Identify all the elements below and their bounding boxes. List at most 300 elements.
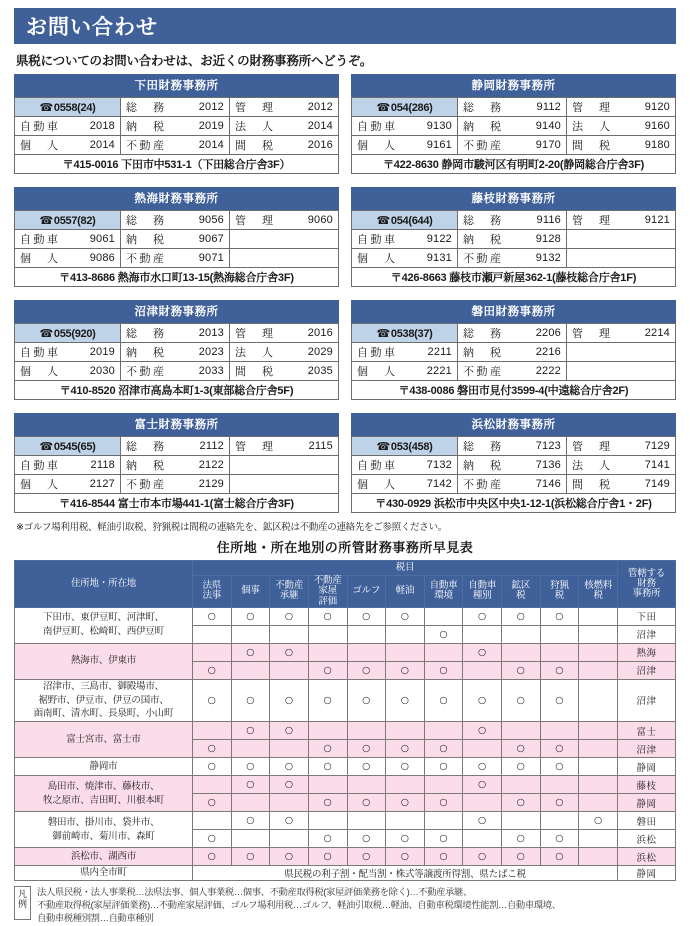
extension-label: 自動車 [357,234,398,246]
office-name: 磐田財務事務所 [351,300,676,323]
office-name: 熱海財務事務所 [14,187,339,210]
tax-mark-cell [231,740,270,758]
office-phone: ☎054(286) [352,98,458,117]
extension-number: 9161 [426,139,452,151]
extension-number: 9071 [198,252,224,264]
tax-mark-cell [270,794,309,812]
tax-mark-cell [270,830,309,848]
extension-label: 総 務 [126,328,167,340]
tax-mark-cell [193,643,232,661]
telephone-icon: ☎ [376,440,390,453]
office-contact-table [14,97,339,174]
office-extension-cell [15,343,121,362]
tax-mark-cell [270,625,309,643]
tax-mark-cell: ○ [502,679,541,721]
office-phone: ☎0558(24) [15,98,121,117]
jurisdiction-office-cell: 沼津 [618,661,676,679]
tax-mark-cell: ○ [231,848,270,866]
office-phone: ☎055(920) [15,324,121,343]
telephone-icon: ☎ [376,214,390,227]
office-extension-cell [567,211,676,230]
extension-label: 総 務 [463,441,504,453]
tax-mark-cell [193,625,232,643]
tax-mark-cell: ○ [463,812,502,830]
jurisdiction-office-cell: 静岡 [618,866,676,881]
extension-number: 2214 [644,327,670,339]
extension-number: 2012 [198,101,224,113]
tax-mark-cell: ○ [308,679,347,721]
tax-mark-cell [579,643,618,661]
office-contact-row [352,456,676,475]
office-contact-row [15,343,339,362]
tax-mark-cell: ○ [308,758,347,776]
extension-number: 2216 [535,346,561,358]
office-extension-cell [352,136,458,155]
extension-number: 2030 [89,365,115,377]
office-extension-cell [121,343,230,362]
extension-number: 2016 [307,139,333,151]
office-address: 〒430-0929 浜松市中央区中央1-12-1(浜松総合庁舎1・2F) [352,494,676,513]
tax-mark-cell [231,625,270,643]
tax-mark-cell: ○ [193,607,232,625]
table-row [15,866,676,881]
office-extension-cell [352,343,458,362]
extension-number: 2014 [89,139,115,151]
tax-mark-cell: ○ [270,679,309,721]
extension-number: 7129 [644,440,670,452]
extension-label: 自動車 [20,347,61,359]
jurisdiction-office-cell: 藤枝 [618,776,676,794]
tax-mark-cell: ○ [386,830,425,848]
extension-number: 2206 [535,327,561,339]
extension-label: 個 人 [20,366,61,378]
area-name-cell: 浜松市、湖西市 [15,848,193,866]
office-address-row [15,155,339,174]
office-contact-table [14,210,339,287]
office-phone: ☎054(644) [352,211,458,230]
tax-mark-cell: ○ [193,661,232,679]
office-card [351,413,676,513]
office-card [14,300,339,400]
tax-mark-cell: ○ [502,740,541,758]
tax-mark-cell [424,643,463,661]
header-tax-column: 個事 [231,576,270,608]
extension-label: 総 務 [126,215,167,227]
office-extension-cell [230,211,339,230]
extension-label: 間 税 [572,479,613,491]
office-contact-row [15,98,339,117]
tax-mark-cell [193,812,232,830]
office-extension-cell [230,343,339,362]
extension-number: 9128 [535,233,561,245]
extension-number: 2019 [89,346,115,358]
tax-mark-cell [308,722,347,740]
office-extension-cell [458,117,567,136]
extension-number: 2127 [89,478,115,490]
office-address: 〒416-8544 富士市本市場441-1(富士総合庁舎3F) [15,494,339,513]
area-name-cell: 静岡市 [15,758,193,776]
office-contact-row [352,437,676,456]
office-card [351,300,676,400]
extension-number: 7141 [644,459,670,471]
tax-mark-cell [463,625,502,643]
extension-label: 自動車 [20,121,61,133]
area-name-cell: 県内全市町 [15,866,193,881]
tax-mark-cell: ○ [231,812,270,830]
extension-number: 9056 [198,214,224,226]
extension-label: 納 税 [463,460,504,472]
office-card [14,413,339,513]
office-card-grid [14,74,676,513]
extension-number: 2118 [90,459,115,471]
tax-mark-cell [347,812,386,830]
tax-mark-cell [308,625,347,643]
area-name-cell: 下田市、東伊豆町、河津町、 南伊豆町、松崎町、西伊豆町 [15,607,193,643]
office-extension-cell [121,362,230,381]
extension-number: 9131 [426,252,452,264]
tax-mark-cell: ○ [386,794,425,812]
header-tax-column: 軽油 [386,576,425,608]
extension-label: 納 税 [126,460,167,472]
office-extension-cell [230,456,339,475]
header-tax-column: 不動産 家屋 評価 [308,576,347,608]
office-extension-cell [121,230,230,249]
extension-label: 管 理 [572,102,613,114]
extension-number: 2014 [198,139,224,151]
office-card [351,187,676,287]
tax-mark-cell [540,643,579,661]
office-extension-cell [230,230,339,249]
tax-mark-cell: ○ [463,848,502,866]
extension-number: 9067 [198,233,224,245]
tax-mark-cell [270,661,309,679]
tax-mark-cell: ○ [308,607,347,625]
extension-label: 総 務 [126,441,167,453]
jurisdiction-office-cell: 浜松 [618,830,676,848]
office-extension-cell [121,211,230,230]
extension-number: 2035 [307,365,333,377]
tax-mark-cell [347,643,386,661]
extension-number: 9112 [536,101,561,113]
tax-mark-cell [463,661,502,679]
extension-label: 自動車 [357,121,398,133]
tax-mark-cell: ○ [347,679,386,721]
extension-label: 間 税 [235,366,276,378]
office-extension-cell [458,475,567,494]
office-extension-cell [567,456,676,475]
extension-number: 9120 [644,101,670,113]
header-office [618,561,676,608]
table-row [15,848,676,866]
office-extension-cell [567,362,676,381]
extension-label: 間 税 [235,140,276,152]
tax-mark-cell: ○ [231,679,270,721]
tax-mark-cell: ○ [231,776,270,794]
extension-label: 管 理 [235,441,276,453]
office-contact-row [352,211,676,230]
special-tax-note-cell: 県民税の利子割・配当割・株式等譲渡所得割、県たばこ税 [193,866,618,881]
office-address-row [15,268,339,287]
office-extension-cell [352,456,458,475]
office-extension-cell [352,249,458,268]
office-extension-cell [121,324,230,343]
extension-label: 個 人 [20,253,61,265]
office-extension-cell [352,230,458,249]
telephone-icon: ☎ [376,101,390,114]
extension-number: 9132 [535,252,561,264]
office-name: 沼津財務事務所 [14,300,339,323]
office-address-row [352,268,676,287]
extension-number: 9060 [307,214,333,226]
office-contact-row [352,249,676,268]
extension-number: 2013 [198,327,224,339]
tax-mark-cell: ○ [386,848,425,866]
extension-label: 総 務 [463,215,504,227]
header-office-line: 管轄する [627,567,666,579]
tax-mark-cell: ○ [540,661,579,679]
tax-mark-cell [347,625,386,643]
tax-mark-cell [231,794,270,812]
office-contact-row [352,136,676,155]
tax-mark-cell: ○ [540,607,579,625]
header-tax-column: 自動車 種別 [463,576,502,608]
tax-mark-cell: ○ [386,758,425,776]
header-office-line: 事務所 [632,588,661,599]
tax-mark-cell [502,722,541,740]
lookup-table-body [15,607,676,880]
tax-mark-cell: ○ [347,661,386,679]
office-extension-cell [458,230,567,249]
office-contact-table [351,97,676,174]
tax-mark-cell: ○ [270,776,309,794]
office-extension-cell [121,456,230,475]
extension-number: 2112 [199,440,224,452]
office-extension-cell [121,437,230,456]
office-extension-cell [567,230,676,249]
tax-mark-cell: ○ [463,758,502,776]
extension-number: 2014 [307,120,333,132]
table-row [15,776,676,794]
office-address: 〒422-8630 静岡市駿河区有明町2-20(静岡総合庁舎3F) [352,155,676,174]
lookup-head-row-1 [15,561,676,576]
extension-label: 総 務 [463,328,504,340]
office-contact-row [352,98,676,117]
telephone-icon: ☎ [39,440,53,453]
tax-mark-cell: ○ [540,679,579,721]
tax-mark-cell [231,830,270,848]
tax-mark-cell [579,625,618,643]
tax-mark-cell [540,625,579,643]
tax-mark-cell: ○ [231,722,270,740]
header-tax-column: 法県 法事 [193,576,232,608]
extension-label: 管 理 [572,215,613,227]
table-row [15,607,676,625]
office-contact-row [352,343,676,362]
tax-mark-cell: ○ [424,758,463,776]
extension-label: 不動産 [126,366,167,378]
tax-mark-cell: ○ [347,848,386,866]
extension-label: 法 人 [572,121,613,133]
tax-mark-cell [386,625,425,643]
page-subtitle: 県税についてのお問い合わせは、お近くの財務事務所へどうぞ。 [16,54,373,68]
extension-number: 7136 [535,459,561,471]
office-extension-cell [15,362,121,381]
extension-number: 9121 [644,214,670,226]
extension-number: 7149 [644,478,670,490]
extension-number: 2019 [198,120,224,132]
extension-label: 総 務 [463,102,504,114]
tax-mark-cell: ○ [386,740,425,758]
office-extension-cell [458,249,567,268]
extension-number: 2029 [307,346,333,358]
tax-mark-cell: ○ [231,758,270,776]
extension-number: 9140 [535,120,561,132]
tax-mark-cell: ○ [424,679,463,721]
tax-mark-cell: ○ [231,607,270,625]
header-tax-column: ゴルフ [347,576,386,608]
office-contact-row [15,475,339,494]
office-extension-cell [458,211,567,230]
extension-number: 7142 [426,478,452,490]
office-extension-cell [352,362,458,381]
header-area: 住所地・所在地 [15,561,193,608]
office-extension-cell [567,343,676,362]
extension-number: 9061 [89,233,115,245]
office-extension-cell [458,362,567,381]
extension-number: 2018 [89,120,115,132]
office-extension-cell [230,324,339,343]
tax-mark-cell: ○ [308,848,347,866]
tax-mark-cell [579,758,618,776]
tax-mark-cell: ○ [270,848,309,866]
office-extension-cell [121,249,230,268]
extension-number: 2033 [198,365,224,377]
legend-line: 不動産取得税(家屋評価業務)…不動産家屋評価、ゴルフ場利用税…ゴルフ、軽油引取税…軽油、自動車税環境性能割…自動車環境、 [37,900,561,911]
table-row [15,643,676,661]
office-extension-cell [567,437,676,456]
office-extension-cell [230,136,339,155]
office-contact-row [352,475,676,494]
office-extension-cell [352,475,458,494]
jurisdiction-office-cell: 静岡 [618,758,676,776]
tax-mark-cell: ○ [502,607,541,625]
jurisdiction-office-cell: 浜松 [618,848,676,866]
tax-mark-cell [193,776,232,794]
office-contact-table [351,210,676,287]
tax-mark-cell: ○ [579,812,618,830]
tax-mark-cell: ○ [386,661,425,679]
office-extension-cell [15,456,121,475]
extension-label: 自動車 [357,460,398,472]
office-contact-table [14,436,339,513]
office-phone: ☎0557(82) [15,211,121,230]
extension-label: 納 税 [126,347,167,359]
extension-label: 自動車 [357,347,398,359]
tax-mark-cell [540,776,579,794]
tax-mark-cell: ○ [540,794,579,812]
office-extension-cell [567,475,676,494]
office-contact-row [15,249,339,268]
header-tax-column: 狩猟 税 [540,576,579,608]
header-tax-group: 税目 [193,561,618,576]
extension-label: 管 理 [235,215,276,227]
tax-mark-cell [502,812,541,830]
telephone-icon: ☎ [39,101,53,114]
tax-mark-cell [579,740,618,758]
jurisdiction-office-cell: 磐田 [618,812,676,830]
tax-mark-cell [463,794,502,812]
extension-label: 個 人 [20,479,61,491]
extension-label: 個 人 [357,253,398,265]
tax-mark-cell: ○ [308,661,347,679]
tax-mark-cell [193,722,232,740]
extension-label: 納 税 [463,121,504,133]
table-row [15,758,676,776]
extension-label: 不動産 [463,253,504,265]
tax-mark-cell [308,776,347,794]
tax-mark-cell: ○ [502,794,541,812]
office-extension-cell [458,343,567,362]
office-name: 浜松財務事務所 [351,413,676,436]
tax-mark-cell [424,812,463,830]
office-contact-row [15,136,339,155]
tax-mark-cell [386,812,425,830]
office-phone: ☎053(458) [352,437,458,456]
office-extension-cell [15,249,121,268]
extension-number: 7123 [535,440,561,452]
tax-mark-cell: ○ [502,661,541,679]
extension-number: 9116 [536,214,561,226]
tax-mark-cell: ○ [540,848,579,866]
office-extension-cell [121,117,230,136]
header-office-line: 財務 [637,577,656,589]
tax-mark-cell [502,625,541,643]
tax-mark-cell: ○ [347,758,386,776]
tax-mark-cell [463,740,502,758]
tax-mark-cell [579,794,618,812]
extension-number: 2115 [308,440,333,452]
tax-mark-cell [502,643,541,661]
extension-label: 不動産 [463,366,504,378]
jurisdiction-office-cell: 熱海 [618,643,676,661]
tax-mark-cell: ○ [502,848,541,866]
tax-mark-cell [579,661,618,679]
extension-label: 納 税 [126,121,167,133]
office-extension-cell [230,249,339,268]
tax-mark-cell [347,776,386,794]
office-extension-cell [230,117,339,136]
tax-mark-cell: ○ [540,758,579,776]
office-extension-cell [15,117,121,136]
tax-mark-cell [540,722,579,740]
table-row [15,679,676,721]
office-extension-cell [567,136,676,155]
extension-label: 納 税 [463,234,504,246]
office-contact-row [15,211,339,230]
tax-mark-cell: ○ [424,848,463,866]
extension-label: 不動産 [126,479,167,491]
area-name-cell: 熱海市、伊東市 [15,643,193,679]
tax-mark-cell [540,812,579,830]
tax-mark-cell: ○ [424,625,463,643]
tax-mark-cell [579,848,618,866]
office-contact-row [352,324,676,343]
office-address: 〒410-8520 沼津市高島本町1-3(東部総合庁舎5F) [15,381,339,400]
office-contact-row [15,230,339,249]
extension-label: 法 人 [572,460,613,472]
extension-label: 自動車 [20,460,61,472]
header-tax-column: 鉱区 税 [502,576,541,608]
